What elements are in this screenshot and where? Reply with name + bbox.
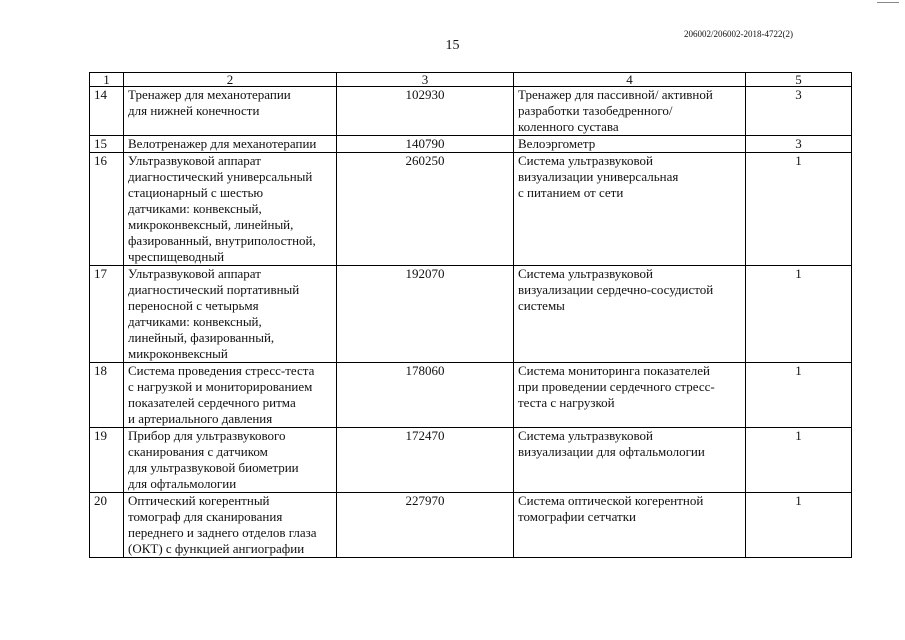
equipment-quantity: 1 (746, 153, 852, 266)
table-row (90, 153, 852, 266)
table-row (90, 266, 852, 363)
column-header-1: 1 (90, 73, 124, 87)
row-number: 17 (90, 266, 124, 363)
equipment-quantity: 1 (746, 266, 852, 363)
equipment-type: Тренажер для пассивной/ активной разработки тазобедренного/ коленного сустава (514, 87, 746, 136)
equipment-name: Ультразвуковой аппарат диагностический универсальный стационарный с шестью датчиками: конвексный, микроконвексный, линейный, фазированный, внутриполостной, чреспищеводный (124, 153, 337, 266)
table-row (90, 493, 852, 558)
equipment-name: Оптический когерентный томограф для сканирования переднего и заднего отделов глаза (ОКТ) с функцией ангиографии (124, 493, 337, 558)
document-id: 206002/206002-2018-4722(2) (684, 29, 793, 39)
equipment-code: 102930 (337, 87, 514, 136)
equipment-quantity: 1 (746, 363, 852, 428)
row-number: 15 (90, 136, 124, 153)
equipment-quantity: 1 (746, 493, 852, 558)
equipment-code: 192070 (337, 266, 514, 363)
equipment-name: Система проведения стресс-теста с нагрузкой и мониторированием показателей сердечного ритма и артериального давления (124, 363, 337, 428)
row-number: 14 (90, 87, 124, 136)
equipment-type: Система ультразвуковой визуализации сердечно-сосудистой системы (514, 266, 746, 363)
equipment-name: Ультразвуковой аппарат диагностический портативный переносной с четырьмя датчиками: конвексный, линейный, фазированный, микроконвексный (124, 266, 337, 363)
row-number: 19 (90, 428, 124, 493)
equipment-type: Велоэргометр (514, 136, 746, 153)
equipment-code: 227970 (337, 493, 514, 558)
equipment-code: 260250 (337, 153, 514, 266)
equipment-code: 140790 (337, 136, 514, 153)
row-number: 16 (90, 153, 124, 266)
table-row (90, 136, 852, 153)
column-header-3: 3 (337, 73, 514, 87)
equipment-type: Система ультразвуковой визуализации для офтальмологии (514, 428, 746, 493)
equipment-quantity: 1 (746, 428, 852, 493)
column-header-2: 2 (124, 73, 337, 87)
table-row (90, 363, 852, 428)
row-number: 20 (90, 493, 124, 558)
equipment-type: Система ультразвуковой визуализации универсальная с питанием от сети (514, 153, 746, 266)
column-header-4: 4 (514, 73, 746, 87)
table-row (90, 428, 852, 493)
page-number: 15 (445, 38, 460, 53)
equipment-code: 172470 (337, 428, 514, 493)
equipment-name: Велотренажер для механотерапии (124, 136, 337, 153)
equipment-name: Прибор для ультразвукового сканирования с датчиком для ультразвуковой биометрии для офтальмологии (124, 428, 337, 493)
equipment-type: Система мониторинга показателей при проведении сердечного стресс- теста с нагрузкой (514, 363, 746, 428)
table-row (90, 87, 852, 136)
equipment-code: 178060 (337, 363, 514, 428)
equipment-quantity: 3 (746, 136, 852, 153)
equipment-table (89, 72, 852, 558)
equipment-type: Система оптической когерентной томографии сетчатки (514, 493, 746, 558)
equipment-quantity: 3 (746, 87, 852, 136)
column-header-5: 5 (746, 73, 852, 87)
corner-scan-mark (877, 2, 899, 3)
equipment-name: Тренажер для механотерапии для нижней конечности (124, 87, 337, 136)
row-number: 18 (90, 363, 124, 428)
table-header-row (90, 73, 852, 87)
